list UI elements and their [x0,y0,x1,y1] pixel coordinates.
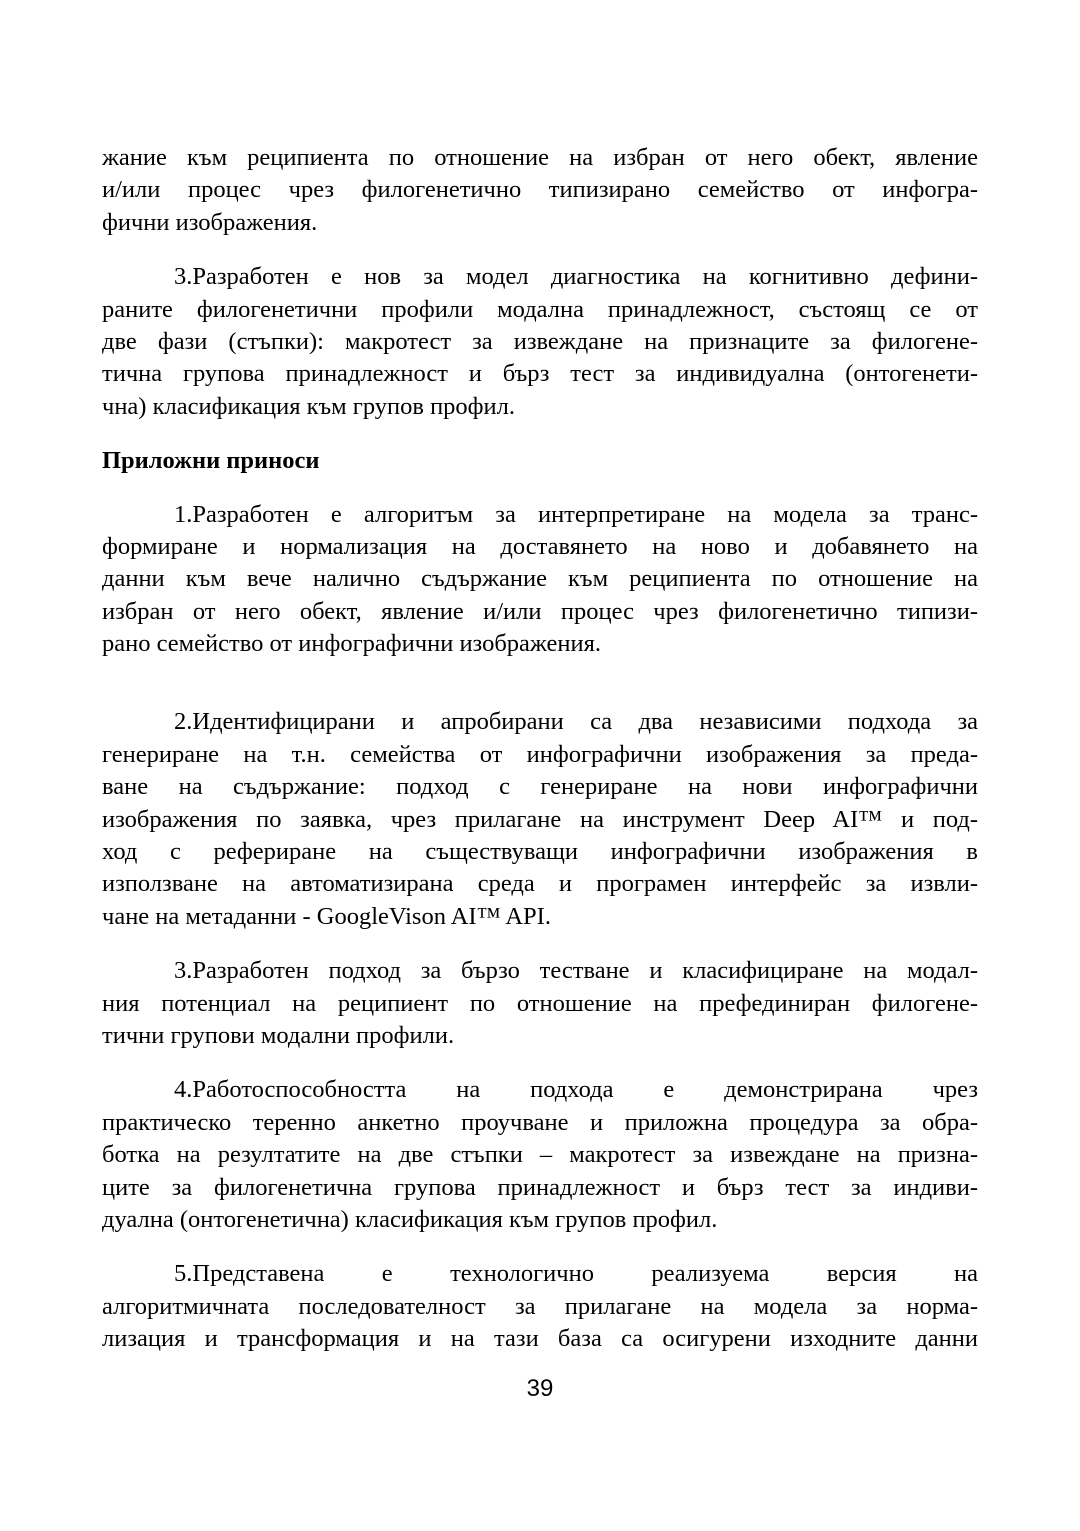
text-line: ване на съдържание: подход с генериране на нови инфографични [102,773,978,801]
text-line: рано семейство от инфографични изображения. [102,630,602,658]
text-line: ход с рефериране на съществуващи инфографични изображения в [102,838,978,866]
paragraph-applied-2 [102,706,978,933]
paragraph-intro-continuation [102,142,978,239]
text-line: практическо теренно анкетно проучване и приложна процедура за обра- [102,1108,978,1136]
paragraph-applied-4 [102,1074,978,1236]
text-line: ците за филогенетична групова принадлежност и бърз тест за индиви- [102,1173,978,1201]
text-line: избран от него обект, явление и/или процес чрез филогенетично типизи- [102,597,978,625]
text-line: 3.Разработен е нов за модел диагностика на когнитивно дефини- [174,263,978,291]
page-number: 39 [526,1375,554,1402]
text-line: фични изображения. [102,208,318,236]
paragraph-scientific-3 [102,261,978,423]
text-line: изображения по заявка, чрез прилагане на инструмент Deep AI™ и под- [102,805,978,833]
paragraph-applied-1 [102,499,978,661]
text-line: формиране и нормализация на доставянето на ново и добавянето на [102,532,978,560]
text-line: две фази (стъпки): макротест за извеждане на признаците за филогене- [102,327,978,355]
text-line: 1.Разработен е алгоритъм за интерпретиране на модела за транс- [174,500,978,528]
text-line: тични групови модални профили. [102,1022,455,1049]
paragraph-applied-5 [102,1258,978,1355]
text-line: генериране на т.н. семейства от инфографични изображения за преда- [102,740,978,768]
text-line: данни към вече налично съдържание към реципиента по отношение на [102,565,978,593]
text-line: използване на автоматизирана среда и програмен интерфейс за извли- [102,870,978,898]
text-line: 2.Идентифицирани и апробирани са два независими подхода за [174,708,978,736]
paragraph-applied-3 [102,955,978,1052]
text-line: 5.Представена е технологично реализуема версия на [174,1260,978,1288]
text-line: дуална (онтогенетична) класификация към групов профил. [102,1205,718,1233]
text-line: чна) класификация към групов профил. [102,392,516,420]
section-heading: Приложни приноси [102,447,320,475]
document-page [102,142,978,1356]
text-line: жание към реципиента по отношение на избран от него обект, явление [102,144,978,171]
text-line: лизация и трансформация и на тази база са осигурени изходните данни [102,1325,978,1353]
text-line: алгоритмичната последователност за прилагане на модела за норма- [102,1292,978,1320]
text-line: раните филогенетични профили модална принадлежност, състоящ се от [102,295,978,323]
text-line: ния потенциал на реципиент по отношение на префединиран филогене- [102,989,978,1017]
text-line: и/или процес чрез филогенетично типизирано семейство от инфогра- [102,176,978,204]
text-line: тична групова принадлежност и бърз тест за индивидуална (онтогенети- [102,360,978,388]
text-line: 3.Разработен подход за бързо тестване и класифициране на модал- [174,957,978,985]
text-line: чане на метаданни - GoogleVison AI™ API. [102,902,551,930]
text-line: 4.Работоспособността на подхода е демонстрирана чрез [174,1076,978,1104]
text-line: ботка на резултатите на две стъпки – макротест за извеждане на призна- [102,1141,978,1169]
